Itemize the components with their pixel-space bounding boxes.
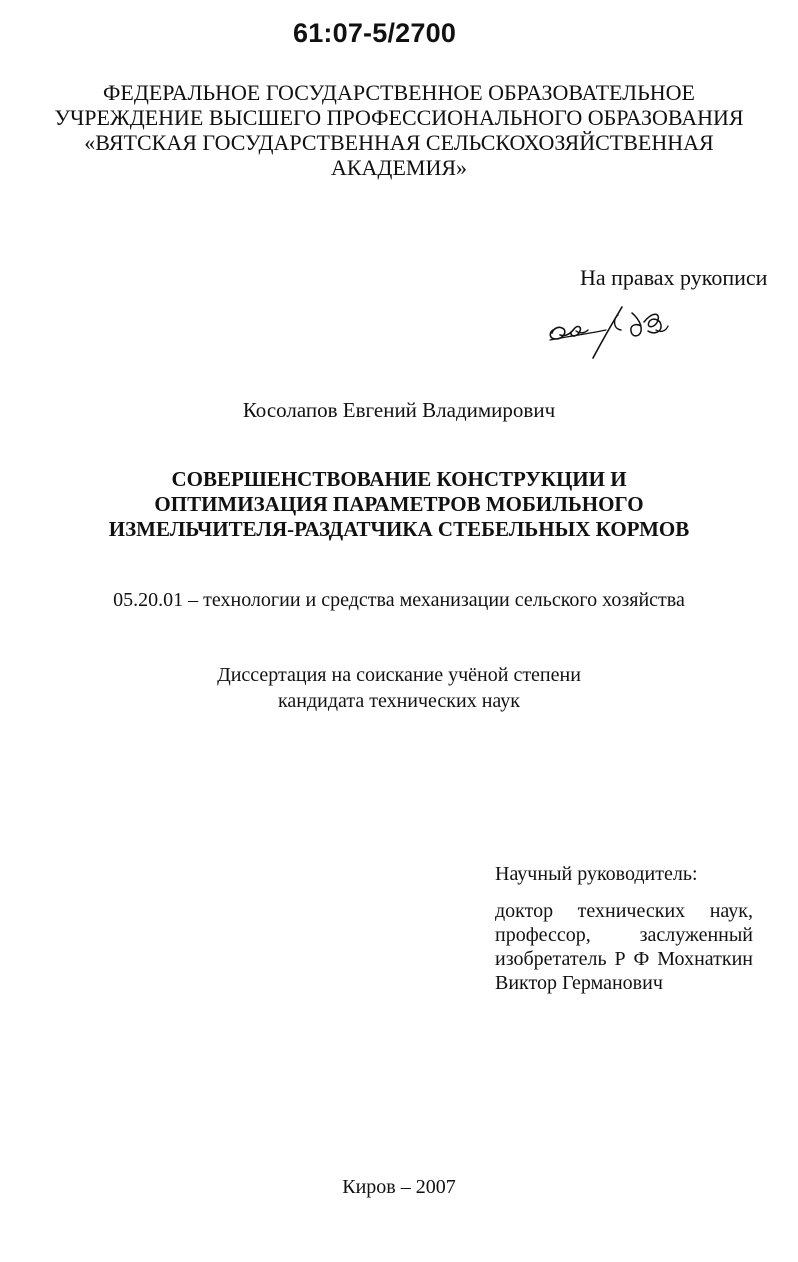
institution-line: АКАДЕМИЯ» <box>330 155 468 180</box>
supervisor-info <box>495 899 753 995</box>
title-line: ОПТИМИЗАЦИЯ ПАРАМЕТРОВ МОБИЛЬНОГО <box>154 492 644 516</box>
institution-line: ФЕДЕРАЛЬНОЕ ГОСУДАРСТВЕННОЕ ОБРАЗОВАТЕЛЬНОЕ <box>103 80 695 105</box>
author-name: Косолапов Евгений Владимирович <box>242 398 556 422</box>
city-year: Киров – 2007 <box>342 1176 456 1198</box>
supervisor-line: изобретатель Р Ф Мохнаткин <box>495 948 753 970</box>
institution-line: УЧРЕЖДЕНИЕ ВЫСШЕГО ПРОФЕССИОНАЛЬНОГО ОБРАЗОВАНИЯ <box>54 105 744 130</box>
degree-line: Диссертация на соискание учёной степени <box>217 664 581 686</box>
rights-notice: На правах рукописи <box>580 265 768 290</box>
title-line: ИЗМЕЛЬЧИТЕЛЯ-РАЗДАТЧИКА СТЕБЕЛЬНЫХ КОРМОВ <box>108 517 690 541</box>
degree-statement <box>0 662 798 714</box>
catalog-number: 61:07-5/2700 <box>293 18 457 48</box>
institution-line: «ВЯТСКАЯ ГОСУДАРСТВЕННАЯ СЕЛЬСКОХОЗЯЙСТВЕННАЯ <box>84 130 714 155</box>
institution-block <box>0 80 798 180</box>
supervisor-line: доктор технических наук, <box>495 900 753 922</box>
supervisor-line: Виктор Германович <box>495 972 663 994</box>
specialty-code: 05.20.01 – технологии и средства механизации сельского хозяйства <box>113 589 685 611</box>
handwritten-signature <box>540 295 690 365</box>
title-line: СОВЕРШЕНСТВОВАНИЕ КОНСТРУКЦИИ И <box>171 467 627 491</box>
supervisor-heading: Научный руководитель: <box>495 863 698 885</box>
dissertation-title <box>0 467 798 542</box>
degree-line: кандидата технических наук <box>277 690 521 712</box>
supervisor-line: профессор, заслуженный <box>495 924 753 946</box>
